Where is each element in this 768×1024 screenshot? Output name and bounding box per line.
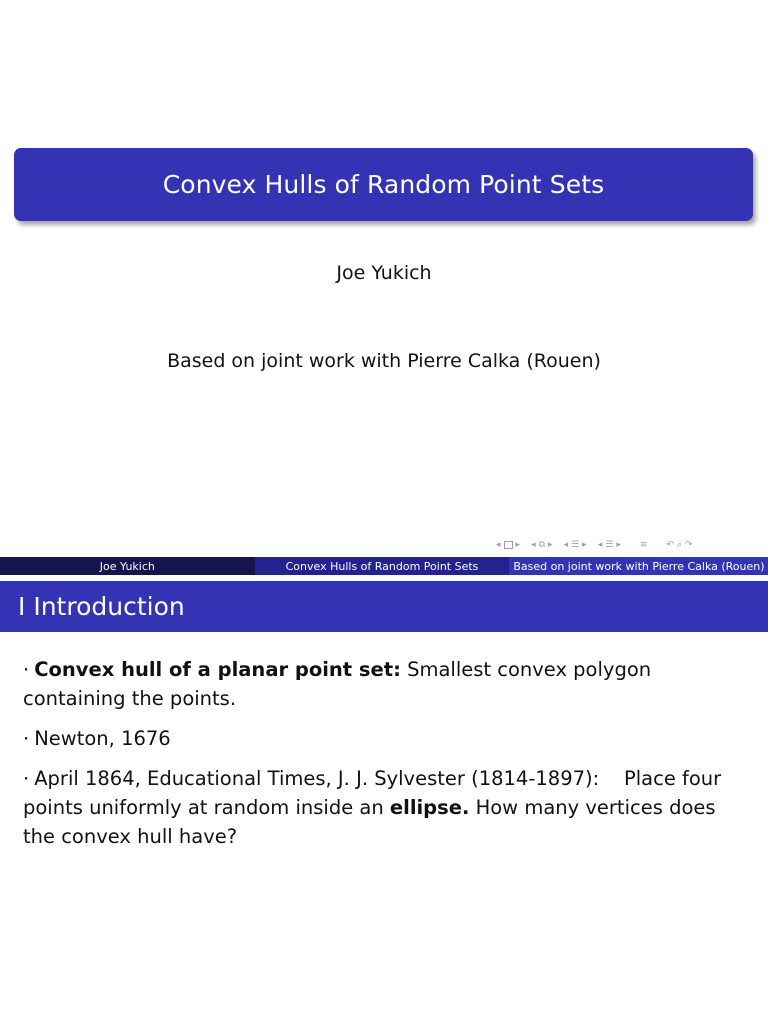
- nav-align-icon[interactable]: ≡: [639, 540, 648, 550]
- footline: [0, 557, 768, 575]
- item-text: How many vertices does the convex hull have?: [23, 796, 716, 848]
- nav-first-icon[interactable]: ◂: [496, 540, 501, 550]
- nav-subsection-next-icon[interactable]: ▸: [548, 540, 553, 550]
- footer-title: Convex Hulls of Random Point Sets: [255, 557, 510, 575]
- frame-title: I Introduction: [18, 592, 185, 621]
- list-item: [23, 724, 753, 753]
- nav-next-icon[interactable]: ▸: [515, 540, 521, 550]
- slide-content: [23, 655, 753, 862]
- nav-section-icon[interactable]: ☰: [571, 540, 580, 550]
- footer-institute: Based on joint work with Pierre Calka (Rouen): [509, 557, 768, 575]
- footer-author: Joe Yukich: [0, 557, 255, 575]
- item-text: Newton, 1676: [34, 727, 171, 750]
- navigation-symbols: [496, 538, 768, 552]
- nav-search-icon[interactable]: ⌕: [676, 540, 682, 550]
- item-text: Smallest convex polygon containing the points.: [23, 658, 652, 710]
- item-bold-term: ellipse.: [389, 796, 470, 819]
- nav-doc-icon[interactable]: ☰: [605, 540, 614, 550]
- author-name: Joe Yukich: [336, 262, 432, 284]
- institute-line: Based on joint work with Pierre Calka (Rouen): [167, 350, 601, 372]
- bullet-icon: ·: [23, 658, 30, 681]
- nav-redo-icon[interactable]: ↷: [684, 540, 693, 550]
- title-block: [14, 148, 753, 221]
- presentation-title: Convex Hulls of Random Point Sets: [162, 170, 605, 199]
- nav-undo-icon[interactable]: ↶: [666, 540, 674, 550]
- item-text: April 1864, Educational Times, J. J. Sylvester (1814-1897): Place four points uniformly at random inside an: [23, 767, 728, 819]
- nav-frame-icon[interactable]: [504, 541, 513, 549]
- bullet-icon: ·: [23, 727, 30, 750]
- nav-subsection-icon[interactable]: ⧉: [538, 540, 546, 550]
- frame-title-bar: [0, 581, 768, 632]
- item-bold-term: Convex hull of a planar point set:: [34, 658, 401, 681]
- nav-subsection-prev-icon[interactable]: ◂: [531, 540, 536, 550]
- nav-doc-prev-icon[interactable]: ◂: [597, 540, 603, 550]
- list-item: [23, 764, 753, 851]
- list-item: [23, 655, 753, 713]
- nav-doc-next-icon[interactable]: ▸: [616, 540, 621, 550]
- nav-section-next-icon[interactable]: ▸: [582, 540, 587, 550]
- bullet-icon: ·: [23, 767, 30, 790]
- nav-section-prev-icon[interactable]: ◂: [563, 540, 569, 550]
